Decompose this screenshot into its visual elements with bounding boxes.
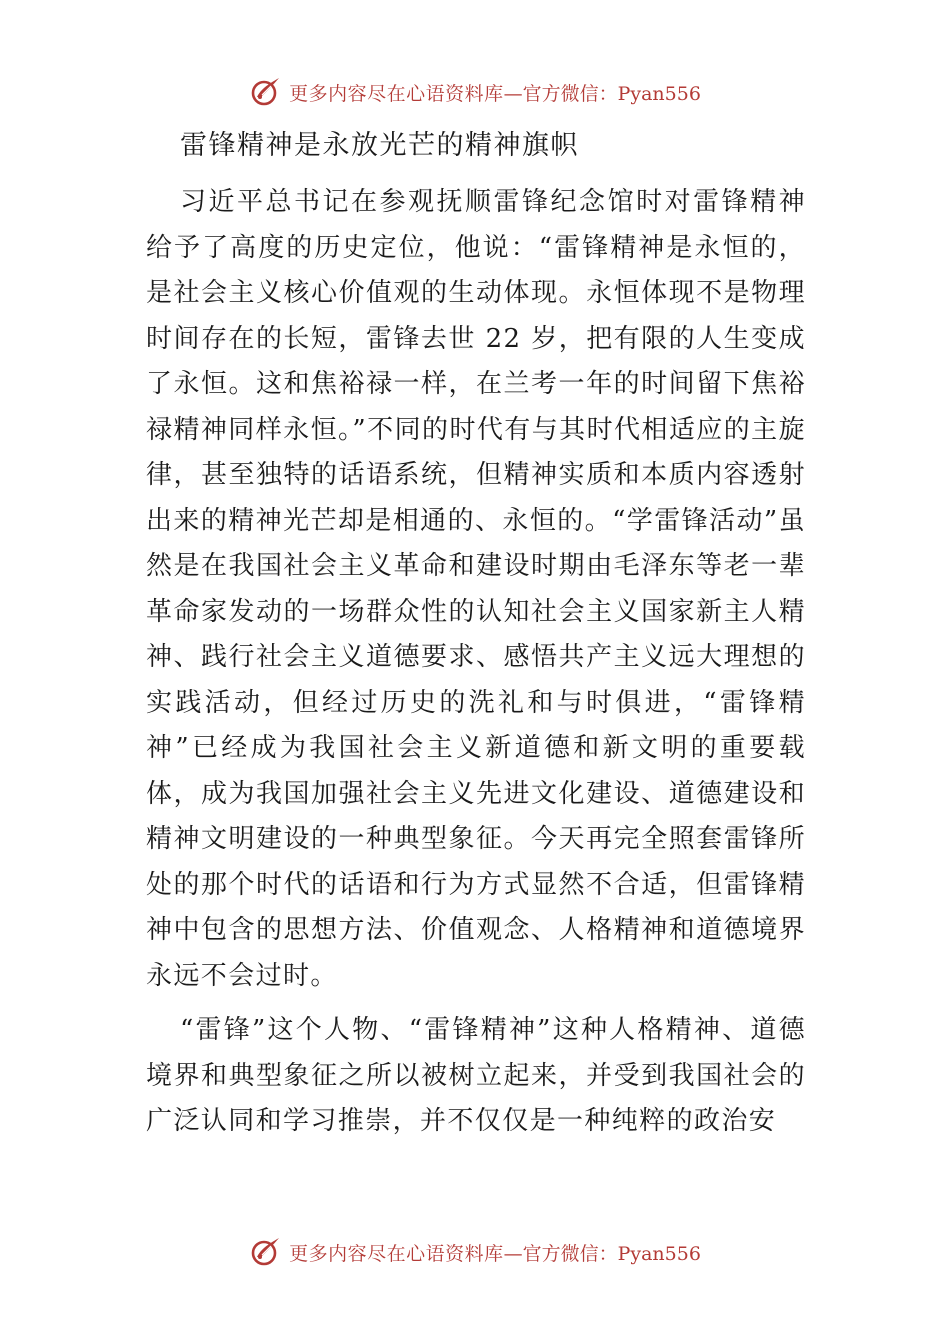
footer-banner [0, 1232, 950, 1272]
article-title: 雷锋精神是永放光芒的精神旗帜 [180, 130, 579, 161]
banner-contact-text: —官方微信：Pyan556 [503, 82, 701, 105]
pen-logo-icon [249, 75, 283, 109]
paragraph: “雷锋”这个人物、“雷锋精神”这种人格精神、道德境界和典型象征之所以被树立起来，并受到我国社会的广泛认同和学习推崇，并不仅仅是一种纯粹的政治安 [146, 1015, 806, 1136]
banner-brand-text: 更多内容尽在心语资料库 [289, 1242, 504, 1265]
article-body [146, 180, 806, 1145]
pen-logo-icon [249, 1235, 283, 1269]
header-banner [0, 72, 950, 112]
paragraph: 习近平总书记在参观抚顺雷锋纪念馆时对雷锋精神给予了高度的历史定位，他说：“雷锋精神是永恒的，是社会主义核心价值观的生动体现。永恒体现不是物理时间存在的长短，雷锋去世 22 岁，把有限的人生变成了永恒。这和焦裕禄一样，在兰考一年的时间留下焦裕禄精神同样永恒。”不同的时代有与其时代相适应的主旋律，甚至独特的话语系统，但精神实质和本质内容透射出来的精神光芒却是相通的、永恒的。“学雷锋活动”虽然是在我国社会主义革命和建设时期由毛泽东等老一辈革命家发动的一场群众性的认知社会主义国家新主人精神、践行社会主义道德要求、感悟共产主义远大理想的实践活动，但经过历史的洗礼和与时俱进，“雷锋精神”已经成为我国社会主义新道德和新文明的重要载体，成为我国加强社会主义先进文化建设、道德建设和精神文明建设的一种典型象征。今天再完全照套雷锋所处的那个时代的话语和行为方式显然不合适，但雷锋精神中包含的思想方法、价值观念、人格精神和道德境界永远不会过时。 [146, 187, 806, 991]
banner-contact-text: —官方微信：Pyan556 [503, 1242, 701, 1265]
banner-brand-text: 更多内容尽在心语资料库 [289, 82, 504, 105]
